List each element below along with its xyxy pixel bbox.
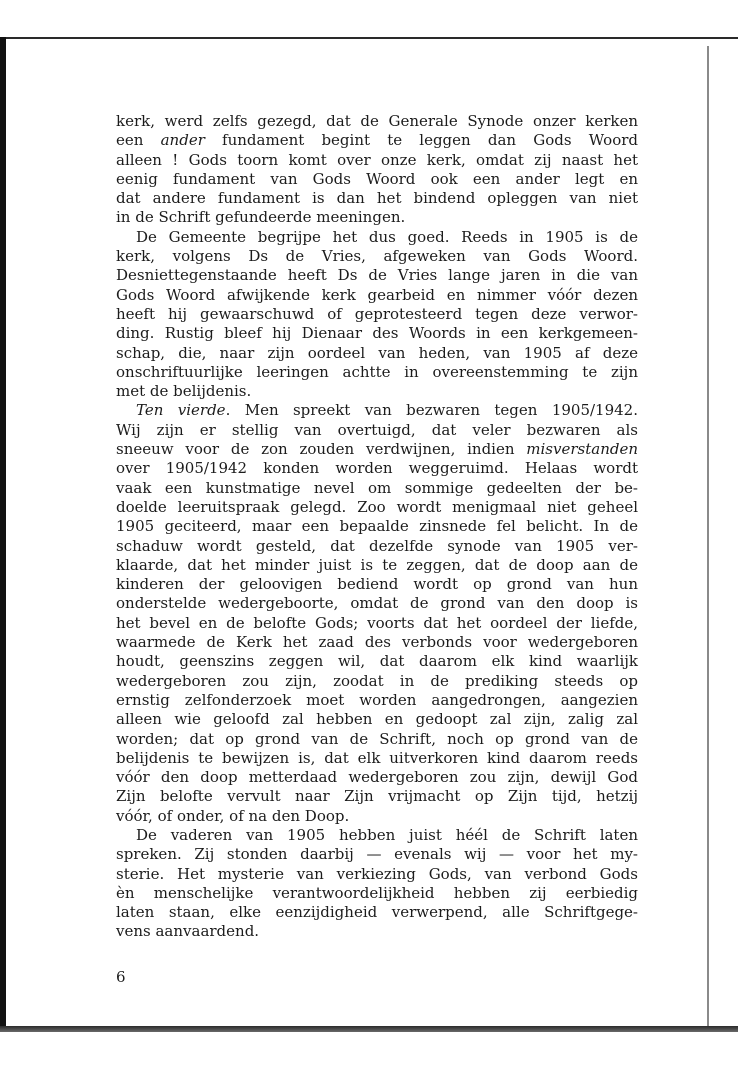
text-line: spreken. Zij stonden daarbij — evenals wij — voor het my- — [116, 845, 638, 864]
text-line: laten staan, elke eenzijdigheid verwerpend, alle Schriftgege- — [116, 903, 638, 922]
text-line: alleen ! Gods toorn komt over onze kerk, omdat zij naast het — [116, 150, 638, 169]
text-line: houdt, geenszins zeggen wil, dat daarom elk kind waarlijk — [116, 652, 638, 671]
page-body-text — [116, 112, 638, 942]
text-line: sterie. Het mysterie van verkiezing Gods, van verbond Gods — [116, 864, 638, 883]
scan-left-edge — [0, 37, 6, 1027]
text-line: vóór den doop metterdaad wedergeboren zou zijn, dewijl God — [116, 768, 638, 787]
text-line: vóór, of onder, of na den Doop. — [116, 806, 350, 825]
text-line: dat andere fundament is dan het bindend opleggen van niet — [116, 189, 638, 208]
text-line: De Gemeente begrijpe het dus goed. Reeds in 1905 is de — [136, 227, 638, 246]
text-line: onderstelde wedergeboorte, omdat de grond van den doop is — [116, 594, 638, 613]
italic-emphasis: Ten vierde — [136, 401, 226, 420]
text-line: vaak een kunstmatige nevel om sommige gedeelten der be- — [116, 478, 638, 497]
text-line: over 1905/1942 konden worden weggeruimd. Helaas wordt — [116, 459, 638, 478]
text-line: kinderen der geloovigen bediend wordt op grond van hun — [116, 575, 638, 594]
text-line: met de belijdenis. — [116, 382, 252, 401]
text-line: Zijn belofte vervult naar Zijn vrijmacht op Zijn tijd, hetzij — [116, 787, 638, 806]
text-line: sneeuw voor de zon zouden verdwijnen, indien misverstanden — [116, 440, 638, 459]
text-line: èn menschelijke verantwoordelijkheid hebben zij eerbiedig — [116, 883, 638, 902]
text-line: Wij zijn er stellig van overtuigd, dat veler bezwaren als — [116, 420, 638, 439]
text-line: heeft hij gewaarschuwd of geprotesteerd tegen deze verwor- — [116, 304, 638, 323]
text-line: eenig fundament van Gods Woord ook een ander legt en — [116, 169, 638, 188]
italic-emphasis: ander — [160, 131, 205, 150]
scan-right-edge — [707, 46, 709, 1026]
text-line: worden; dat op grond van de Schrift, noch op grond van de — [116, 729, 638, 748]
italic-emphasis: misverstanden — [526, 440, 638, 459]
text-line: kerk, volgens Ds de Vries, afgeweken van Gods Woord. — [116, 247, 638, 266]
text-line: belijdenis te bewijzen is, dat elk uitverkoren kind daarom reeds — [116, 748, 638, 767]
text-line: schaduw wordt gesteld, dat dezelfde synode van 1905 ver- — [116, 536, 638, 555]
text-line: in de Schrift gefundeerde meeningen. — [116, 208, 406, 227]
text-line: ernstig zelfonderzoek moet worden aangedrongen, aangezien — [116, 690, 638, 709]
text-line: wedergeboren zou zijn, zoodat in de prediking steeds op — [116, 671, 638, 690]
text-line: kerk, werd zelfs gezegd, dat de Generale Synode onzer kerken — [116, 112, 638, 130]
text-line: een ander fundament begint te leggen dan Gods Woord — [116, 131, 638, 150]
text-line: ding. Rustig bleef hij Dienaar des Woords in een kerkgemeen- — [116, 324, 638, 343]
text-line: Desniettegenstaande heeft Ds de Vries lange jaren in die van — [116, 266, 638, 285]
text-line: 1905 geciteerd, maar een bepaalde zinsnede fel belicht. In de — [116, 517, 638, 536]
text-line: onschriftuurlijke leeringen achtte in overeenstemming te zijn — [116, 362, 638, 381]
text-line: vens aanvaardend. — [116, 922, 260, 941]
text-line: klaarde, dat het minder juist is te zeggen, dat de doop aan de — [116, 555, 638, 574]
page-number: 6 — [116, 968, 126, 986]
scan-bottom-edge — [0, 1026, 738, 1032]
text-line: alleen wie geloofd zal hebben en gedoopt zal zijn, zalig zal — [116, 710, 638, 729]
text-line: Gods Woord afwijkende kerk gearbeid en nimmer vóór dezen — [116, 285, 638, 304]
text-line: schap, die, naar zijn oordeel van heden, van 1905 af deze — [116, 343, 638, 362]
text-line: De vaderen van 1905 hebben juist héél de Schrift laten — [136, 825, 638, 844]
text-line: het bevel en de belofte Gods; voorts dat het oordeel der liefde, — [116, 613, 638, 632]
scan-top-border — [0, 37, 738, 39]
text-line: Ten vierde. Men spreekt van bezwaren tegen 1905/1942. — [136, 401, 638, 420]
text-line: waarmede de Kerk het zaad des verbonds voor wedergeboren — [116, 633, 638, 652]
text-line: doelde leeruitspraak gelegd. Zoo wordt menigmaal niet geheel — [116, 497, 638, 516]
